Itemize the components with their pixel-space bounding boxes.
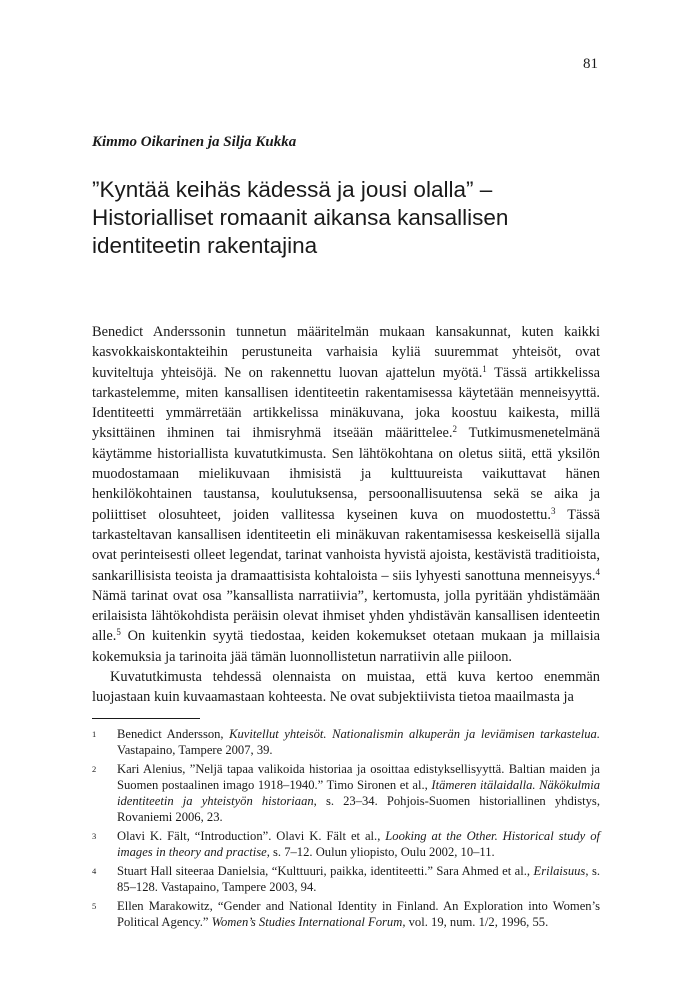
footnote-text <box>117 899 600 929</box>
text-run: , s. 85–128. Vastapaino, Tampere 2003, 94. <box>117 864 600 894</box>
text-run: On kuitenkin syytä tiedostaa, keiden kokemukset otetaan mukaan ja millaisia kokemuksia ja tarinoita jää tämän luonnollistetun narratiivin alle piiloon. <box>92 628 600 665</box>
cited-title: Looking at the Other. Historical study of images in theory and practise <box>117 829 600 859</box>
text-run: Olavi K. Fält, “Introduction”. Olavi K. Fält et al., <box>117 829 386 843</box>
footnote-reference: 1 <box>482 363 487 374</box>
cited-title: Erilaisuus <box>533 864 586 878</box>
title-line: Historialliset romaanit aikansa kansallisen <box>92 205 509 230</box>
footnote-divider <box>92 718 200 719</box>
text-run: Stuart Hall siteeraa Danielsia, “Kulttuuri, paikka, identiteetti.” Sara Ahmed et al., <box>117 864 534 878</box>
footnote-number: 3 <box>92 831 97 841</box>
text-run: Benedict Anderssonin tunnetun määritelmän mukaan kansakunnat, kuten kaikki kasvokkaiskontakteihin perustuneita varhaisia kyliä suuremmat yhteisöt, ovat kuviteltuja yhteisöjä. Ne on rakennettu luovan ajattelun myötä. <box>92 324 600 381</box>
article-authors: Kimmo Oikarinen ja Silja Kukka <box>92 134 297 150</box>
article-body <box>92 322 600 708</box>
text-run: Tässä tarkasteltavan kansallisen identiteetin eli minäkuvan rakentamisessa keskeisellä sijalla ovat perinteisesti olleet legendat, tarinat vanhoista hyvistä ajoista, kestävistä traditioista, sankarillisista teoista ja dramaattisista kohtaloista – siis lyhyesti sanottuna menneisyys. <box>92 506 600 584</box>
footnote <box>92 863 600 895</box>
footnote-text <box>117 864 600 894</box>
text-run: Vastapaino, Tampere 2007, 39. <box>117 743 273 757</box>
text-run: Kuvatutkimusta tehdessä olennaista on muistaa, että kuva kertoo enemmän luojastaan kuin kuvaamastaan kohteesta. Ne ovat subjektiivista tietoa maailmasta ja <box>92 669 600 706</box>
footnote-number: 2 <box>92 764 97 774</box>
footnote-number: 1 <box>92 729 97 739</box>
footnote-reference: 5 <box>116 627 121 638</box>
footnote <box>92 828 600 860</box>
title-line: ”Kyntää keihäs kädessä ja jousi olalla” – <box>92 177 493 202</box>
cited-title: Women’s Studies International Forum, <box>211 915 406 929</box>
footnote-text <box>117 829 600 859</box>
article-title <box>92 176 612 260</box>
footnotes <box>92 726 600 933</box>
footnote-reference: 4 <box>595 566 600 577</box>
footnote-reference: 3 <box>550 505 556 516</box>
text-run: , s. 7–12. Oulun yliopisto, Oulu 2002, 10–11. <box>266 845 495 859</box>
footnote <box>92 761 600 825</box>
body-paragraph <box>92 667 600 708</box>
cited-title: Kuvitellut yhteisöt. Nationalismin alkuperän ja leviämisen tarkastelua. <box>229 727 600 741</box>
text-run: vol. 19, num. 1/2, 1996, 55. <box>405 915 549 929</box>
cited-title: Itämeren itälaidalla. Näkökulmia identiteetin ja yhteistyön historiaan <box>117 778 600 808</box>
footnote-number: 4 <box>92 866 97 876</box>
footnote-reference: 2 <box>452 424 457 435</box>
text-run: , s. 23–34. Pohjois-Suomen historiallinen yhdistys, Rovaniemi 2006, 23. <box>117 794 600 824</box>
text-run: Nämä tarinat ovat osa ”kansallista narratiivia”, kertomusta, jolla pyritään yhdistämään erilaisista lähtökohdista peräisin olevat ihmiset yhden yhdistävän kansallisen identeetin alle. <box>92 587 600 645</box>
text-run: Benedict Andersson, <box>117 727 230 741</box>
body-paragraph <box>92 322 600 667</box>
text-run: Tutkimusmenetelmänä käytämme historiallista kuvatutkimusta. Sen lähtökohtana on oletus siitä, että yksilön muodostamaan mielikuvaan ihmisistä ja kulttuureista vaikuttavat hänen henkilökohtainen taustansa, koulutuksensa, persoonallisuutensa sekä se aika ja poliittiset olosuhteet, joiden vallitessa kyseinen kuva on muodostettu. <box>92 425 600 523</box>
text-run: Tässä artikkelissa tarkastelemme, miten kansallisen identiteetin rakentamisessa käytetään menneisyyttä. Identiteetti ymmärretään artikkelissa minäkuvana, joka koostuu kaikesta, millä yksittäinen ihminen tai ihmisryhmä itseään määrittelee. <box>92 364 600 442</box>
title-line: identiteetin rakentajina <box>92 233 318 258</box>
footnote-text <box>117 762 600 824</box>
footnote-number: 5 <box>92 901 97 911</box>
page-number: 81 <box>583 56 598 72</box>
text-run: Kari Alenius, ”Neljä tapaa valikoida historiaa ja osoittaa edistyksellisyyttä. Baltian maiden ja Suomen postaalinen imago 1918–1940.” Timo Sironen et al., <box>117 762 600 792</box>
footnote <box>92 726 600 758</box>
footnote <box>92 898 600 930</box>
footnote-text <box>117 727 600 757</box>
text-run: Ellen Marakowitz, “Gender and National Identity in Finland. An Exploration into Women’s Political Agency.” <box>117 899 600 929</box>
